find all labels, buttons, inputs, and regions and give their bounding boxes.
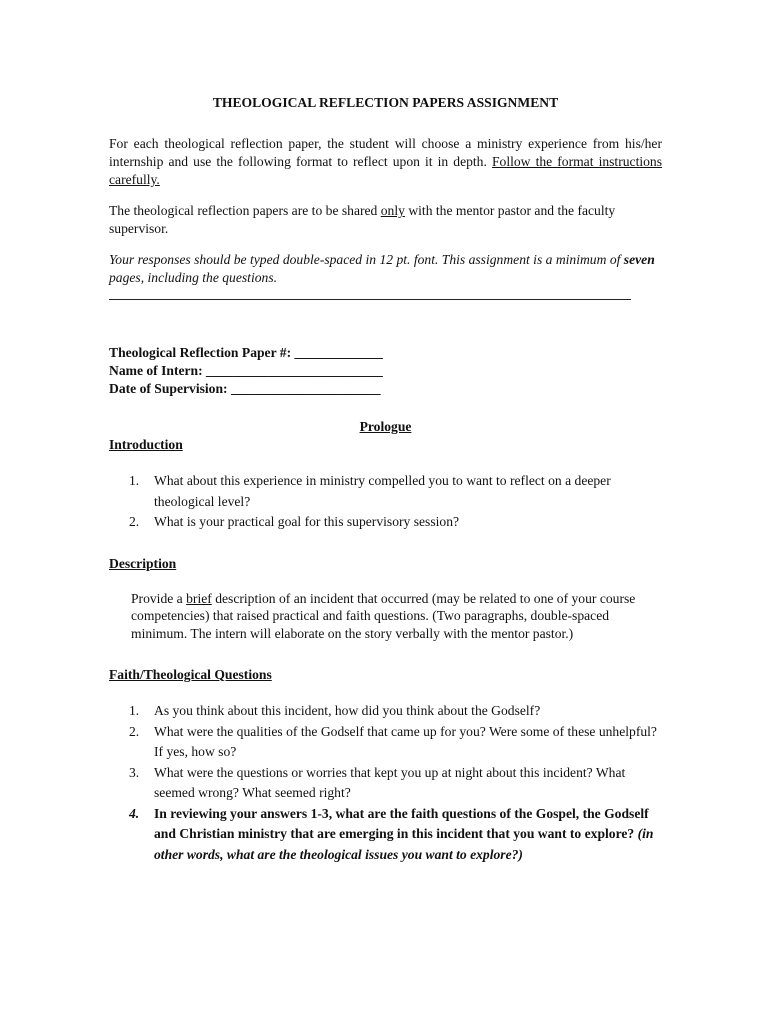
- description-heading: Description: [109, 555, 177, 571]
- list-item: [109, 701, 662, 722]
- prologue-heading: Prologue: [359, 419, 412, 434]
- introduction-heading: Introduction: [109, 437, 183, 452]
- note-after: pages, including the questions.: [109, 270, 278, 285]
- header-fields: [109, 344, 662, 398]
- item-text-bold-italic: (in other words, what are the theological issues you want to explore?): [154, 826, 654, 862]
- list-item: [109, 763, 662, 804]
- field-intern-name: Name of Intern: __________________________: [109, 363, 383, 378]
- note-bold: seven: [623, 252, 655, 267]
- description-after: description of an incident that occurred (may be related to one of your course competencies) that raised practical and faith questions. (Two paragraphs, double-spaced minimum. The intern will elaborate on the story verbally with the mentor pastor.): [131, 590, 636, 641]
- horizontal-rule: [109, 299, 631, 300]
- item-text: What were the questions or worries that kept you up at night about this incident? What seemed wrong? What seemed right?: [154, 764, 626, 800]
- shared-underlined: only: [380, 203, 405, 218]
- intro-underlined: Follow the format instructions carefully.: [109, 154, 663, 187]
- description-paragraph: [109, 590, 662, 643]
- item-number: 2.: [129, 723, 140, 739]
- introduction-list: [109, 471, 662, 533]
- note-before: Your responses should be typed double-spaced in 12 pt. font. This assignment is a minimum of: [109, 252, 624, 267]
- shared-before: The theological reflection papers are to be shared: [109, 203, 381, 218]
- item-number: 2.: [129, 514, 140, 529]
- document-content: [109, 94, 662, 865]
- item-text-bold: In reviewing your answers 1-3, what are the faith questions of the Gospel, the Godself and Christian ministry that are emerging in this incident that you want to explore?: [154, 805, 649, 841]
- item-text: What about this experience in ministry compelled you to want to reflect on a deeper theological level?: [154, 473, 611, 509]
- item-number: 3.: [129, 764, 140, 780]
- shared-after: with the mentor pastor and the faculty supervisor.: [109, 203, 616, 236]
- list-item: [109, 722, 662, 763]
- item-text: As you think about this incident, how did you think about the Godself?: [154, 703, 541, 718]
- list-item: [109, 471, 662, 512]
- intro-paragraph: [109, 135, 662, 189]
- description-underlined: brief: [186, 590, 212, 606]
- list-item: [109, 512, 662, 533]
- field-supervision-date: Date of Supervision: ______________________: [109, 381, 381, 396]
- intro-text: For each theological reflection paper, the student will choose a ministry experience from his/her internship and use the following format to reflect upon it in depth.: [109, 136, 662, 169]
- field-paper-number: Theological Reflection Paper #: _____________: [109, 345, 383, 360]
- description-before: Provide a: [131, 590, 187, 606]
- list-item: [109, 804, 662, 866]
- item-number: 1.: [129, 473, 140, 488]
- format-note: [109, 251, 662, 287]
- page-title: THEOLOGICAL REFLECTION PAPERS ASSIGNMENT: [212, 95, 559, 110]
- faith-heading: Faith/Theological Questions: [109, 667, 272, 682]
- item-number: 1.: [129, 703, 140, 718]
- shared-paragraph: [109, 202, 662, 238]
- faith-list: [109, 701, 662, 865]
- item-text: What were the qualities of the Godself that came up for you? Were some of these unhelpful? If yes, how so?: [154, 723, 657, 759]
- item-text: What is your practical goal for this supervisory session?: [154, 514, 460, 529]
- item-number: 4.: [129, 805, 140, 821]
